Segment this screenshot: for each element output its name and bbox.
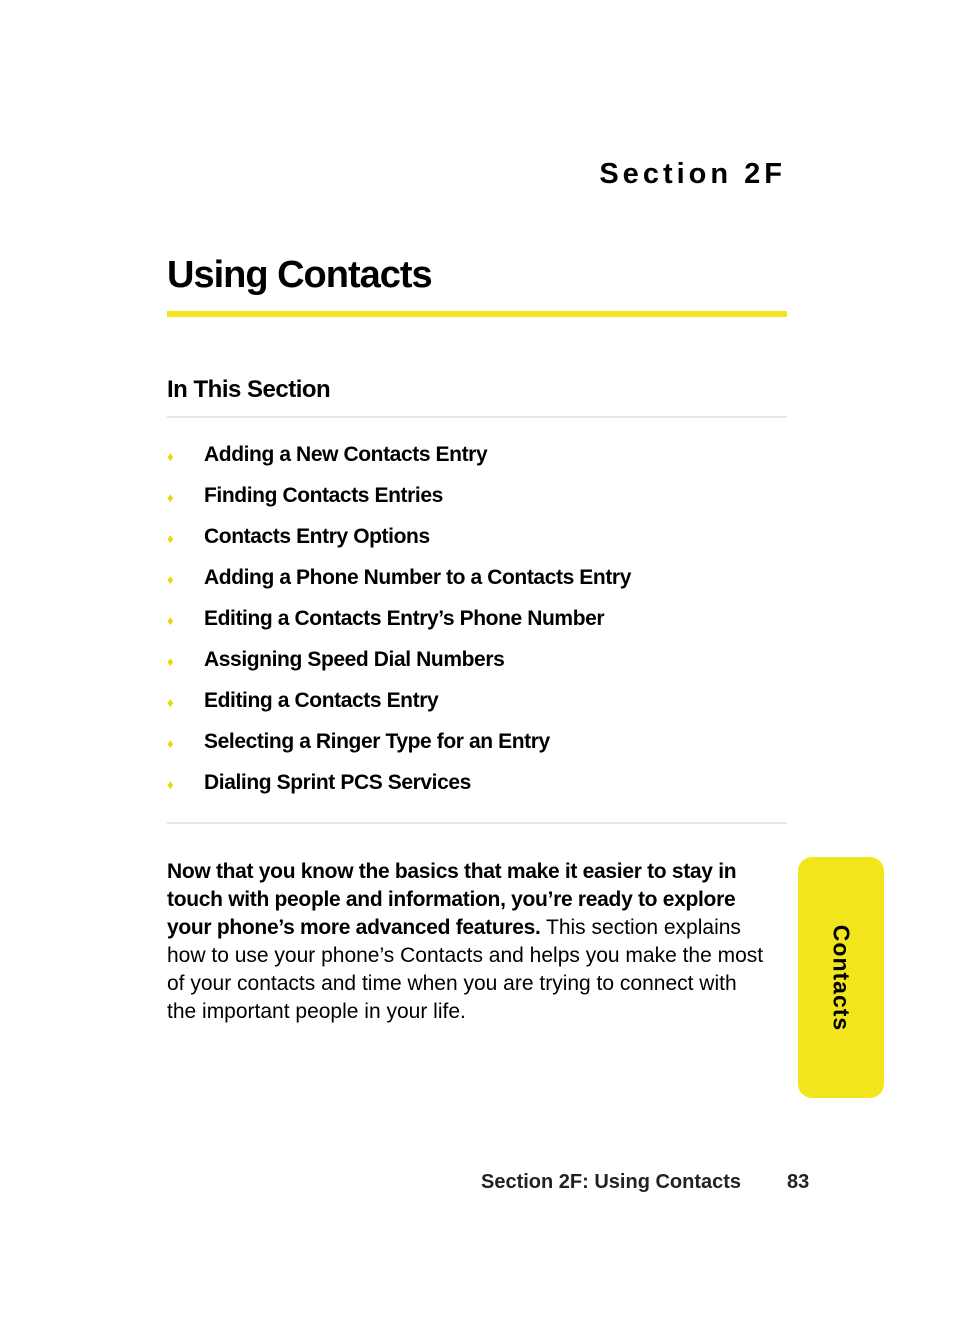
diamond-bullet-icon: ♦ — [167, 531, 174, 546]
list-item — [167, 680, 631, 721]
list-item — [167, 639, 631, 680]
list-item-label: Editing a Contacts Entry — [204, 688, 439, 712]
page-title: Using Contacts — [167, 254, 432, 296]
list-item — [167, 721, 631, 762]
divider-top — [167, 416, 787, 418]
list-item-label: Finding Contacts Entries — [204, 483, 443, 507]
list-item — [167, 598, 631, 639]
diamond-bullet-icon: ♦ — [167, 777, 174, 792]
diamond-bullet-icon: ♦ — [167, 449, 174, 464]
list-item-label: Adding a Phone Number to a Contacts Entry — [204, 565, 631, 589]
diamond-bullet-icon: ♦ — [167, 572, 174, 587]
diamond-bullet-icon: ♦ — [167, 490, 174, 505]
footer-running-title: Section 2F: Using Contacts — [481, 1171, 742, 1193]
list-item — [167, 516, 631, 557]
divider-bottom — [167, 822, 787, 824]
intro-regular-text: This section explains how to use your phone’s Contacts and helps you make the most of your contacts and time when you are trying to connect with the important people in your life. — [167, 916, 764, 1023]
diamond-bullet-icon: ♦ — [167, 654, 174, 669]
diamond-bullet-icon: ♦ — [167, 736, 174, 751]
diamond-bullet-icon: ♦ — [167, 695, 174, 710]
list-item-label: Dialing Sprint PCS Services — [204, 770, 471, 794]
list-item-label: Adding a New Contacts Entry — [204, 442, 488, 466]
in-this-section-heading: In This Section — [167, 376, 331, 403]
intro-paragraph — [167, 858, 767, 1026]
list-item-label: Assigning Speed Dial Numbers — [204, 647, 505, 671]
list-item-label: Contacts Entry Options — [204, 524, 430, 548]
list-item — [167, 434, 631, 475]
section-contents-list — [167, 434, 631, 803]
diamond-bullet-icon: ♦ — [167, 613, 174, 628]
side-tab-label: Contacts — [828, 924, 855, 1031]
list-item-label: Selecting a Ringer Type for an Entry — [204, 729, 550, 753]
title-underline — [167, 311, 787, 317]
list-item — [167, 557, 631, 598]
chapter-side-tab — [798, 857, 884, 1098]
list-item — [167, 475, 631, 516]
section-label: Section 2F — [599, 158, 786, 190]
intro-bold-text: Now that you know the basics that make it easier to stay in touch with people and information, you’re ready to explore your phone’s more advanced features. — [167, 860, 737, 939]
page-number: 83 — [787, 1171, 810, 1193]
list-item — [167, 762, 631, 803]
list-item-label: Editing a Contacts Entry’s Phone Number — [204, 606, 605, 630]
